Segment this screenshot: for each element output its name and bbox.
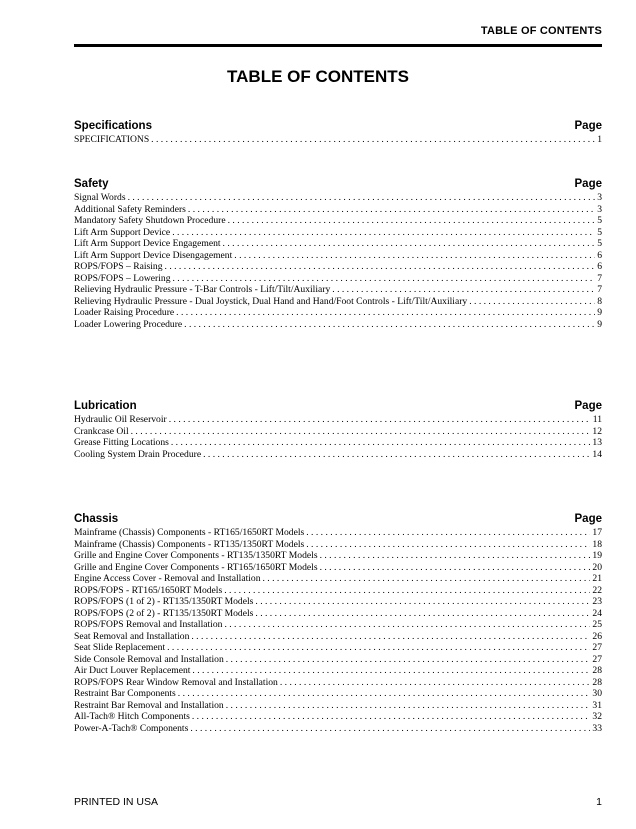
toc-entry-page: 13: [592, 437, 602, 448]
toc-entry-label: Lift Arm Support Device Disengagement: [74, 249, 233, 261]
toc-leader-dots: [131, 426, 591, 438]
toc-entry[interactable]: [74, 654, 602, 666]
toc-leader-dots: [192, 711, 591, 723]
toc-entry[interactable]: [74, 631, 602, 643]
toc-leader-dots: [224, 585, 590, 597]
toc-leader-dots: [469, 296, 595, 308]
section-heading: Safety: [74, 178, 109, 190]
toc-entry-label: All-Tach® Hitch Components: [74, 711, 190, 722]
header-rule: [74, 44, 602, 47]
toc-entry-page: 33: [592, 722, 602, 734]
toc-entry-page: 12: [592, 425, 602, 437]
toc-leader-dots: [188, 204, 595, 216]
toc-entry[interactable]: [74, 550, 602, 562]
toc-entry[interactable]: [74, 688, 602, 700]
document-title: TABLE OF CONTENTS: [227, 67, 409, 86]
page-column-label: Page: [574, 400, 602, 412]
toc-entry-label: Cooling System Drain Procedure: [74, 448, 202, 460]
section-heading-row: [74, 512, 602, 527]
toc-entry[interactable]: [74, 319, 602, 331]
section-heading: Lubrication: [74, 400, 137, 412]
toc-entry-label: ROPS/FOPS (2 of 2) - RT135/1350RT Models: [74, 607, 254, 619]
toc-entry-label: ROPS/FOPS Removal and Installation: [74, 619, 223, 630]
section-heading-row: [74, 399, 602, 414]
toc-entry[interactable]: [74, 573, 602, 585]
toc-entry-page: 3: [597, 203, 602, 215]
toc-entry[interactable]: [74, 562, 602, 574]
toc-entry-label: ROPS/FOPS – Raising: [74, 261, 163, 272]
toc-entry-page: 7: [597, 272, 602, 284]
toc-entry-label: ROPS/FOPS (1 of 2) - RT135/1350RT Models: [74, 596, 254, 607]
toc-entry-page: 28: [592, 665, 602, 676]
toc-entry[interactable]: [74, 238, 602, 250]
toc-leader-dots: [178, 688, 591, 700]
toc-entry-label: Crankcase Oil: [74, 425, 129, 437]
toc-entry-label: Restraint Bar Components: [74, 688, 176, 699]
toc-leader-dots: [203, 449, 590, 461]
toc-entry[interactable]: [74, 665, 602, 677]
toc-entry-label: Grease Fitting Locations: [74, 437, 169, 448]
toc-entry[interactable]: [74, 414, 602, 426]
toc-leader-dots: [255, 596, 590, 608]
toc-entry-label: SPECIFICATIONS: [74, 134, 150, 145]
page-column-label: Page: [574, 178, 602, 190]
toc-entry-label: Engine Access Cover - Removal and Installation: [74, 573, 261, 584]
section-heading: Chassis: [74, 513, 119, 525]
toc-entry-page: 7: [597, 284, 602, 295]
toc-entry-label: Power-A-Tach® Components: [74, 722, 189, 734]
toc-entry[interactable]: [74, 449, 602, 461]
toc-entry[interactable]: [74, 296, 602, 308]
toc-entry-page: 32: [592, 711, 602, 722]
toc-leader-dots: [190, 723, 590, 735]
page-column-label: Page: [574, 120, 602, 132]
toc-leader-dots: [223, 238, 596, 250]
toc-entry-label: Grille and Engine Cover Components - RT165/1650RT Models: [74, 561, 318, 573]
toc-entry[interactable]: [74, 596, 602, 608]
toc-entry-label: Air Duct Louver Replacement: [74, 665, 191, 676]
toc-entry-page: 26: [592, 630, 602, 642]
toc-entry-page: 20: [592, 561, 602, 573]
toc-entry-label: Restraint Bar Removal and Installation: [74, 699, 224, 711]
toc-leader-dots: [151, 134, 595, 146]
toc-entry-page: 5: [597, 226, 602, 238]
toc-entry-page: 27: [592, 653, 602, 665]
section-specifications: [74, 119, 602, 146]
toc-entry[interactable]: [74, 723, 602, 735]
toc-entry-page: 31: [592, 699, 602, 711]
toc-entry-page: 30: [592, 688, 602, 699]
toc-entry-page: 8: [597, 295, 602, 307]
toc-entry[interactable]: [74, 261, 602, 273]
section-lubrication: [74, 399, 602, 460]
toc-entry-label: Mainframe (Chassis) Components - RT165/1650RT Models: [74, 527, 305, 538]
section-heading-row: [74, 177, 602, 192]
toc-entry-label: Lift Arm Support Device Engagement: [74, 238, 221, 249]
toc-entry[interactable]: [74, 307, 602, 319]
toc-entry[interactable]: [74, 527, 602, 539]
toc-entry[interactable]: [74, 250, 602, 262]
toc-entry[interactable]: [74, 215, 602, 227]
toc-leader-dots: [234, 250, 595, 262]
toc-leader-dots: [226, 700, 591, 712]
toc-leader-dots: [169, 414, 591, 426]
toc-entry[interactable]: [74, 227, 602, 239]
footer-printed-in: PRINTED IN USA: [74, 796, 159, 808]
toc-entry-label: Lift Arm Support Device: [74, 226, 171, 238]
toc-entry[interactable]: [74, 284, 602, 296]
toc-leader-dots: [306, 539, 590, 551]
toc-entry-page: 25: [592, 619, 602, 630]
toc-leader-dots: [191, 631, 590, 643]
toc-entry[interactable]: [74, 619, 602, 631]
toc-entry[interactable]: [74, 700, 602, 712]
toc-entry[interactable]: [74, 426, 602, 438]
toc-entry-label: Additional Safety Reminders: [74, 203, 186, 215]
toc-entry-page: 3: [597, 192, 602, 203]
toc-entry[interactable]: [74, 642, 602, 654]
toc-entry-label: Seat Removal and Installation: [74, 630, 190, 642]
toc-leader-dots: [128, 192, 596, 204]
toc-leader-dots: [280, 677, 591, 689]
toc-entry[interactable]: [74, 539, 602, 551]
toc-entry-page: 22: [592, 584, 602, 596]
toc-entry[interactable]: [74, 134, 602, 146]
toc-leader-dots: [224, 619, 590, 631]
toc-leader-dots: [184, 319, 595, 331]
toc-leader-dots: [172, 227, 595, 239]
toc-entry-page: 5: [597, 215, 602, 226]
toc-entry-page: 9: [597, 318, 602, 330]
section-safety: [74, 177, 602, 330]
toc-entry[interactable]: [74, 192, 602, 204]
toc-entry-label: Relieving Hydraulic Pressure - Dual Joystick, Dual Hand and Hand/Foot Controls - Lift/Tilt/Auxiliary: [74, 295, 468, 307]
toc-entry-page: 28: [592, 676, 602, 688]
toc-leader-dots: [192, 665, 590, 677]
toc-entry[interactable]: [74, 585, 602, 597]
toc-entry-page: 19: [592, 550, 602, 561]
toc-entry[interactable]: [74, 204, 602, 216]
toc-entry-label: ROPS/FOPS Rear Window Removal and Installation: [74, 676, 278, 688]
toc-entry[interactable]: [74, 608, 602, 620]
toc-entry-page: 6: [597, 261, 602, 272]
toc-entry-label: Loader Lowering Procedure: [74, 318, 183, 330]
toc-entry-page: 9: [597, 307, 602, 318]
toc-leader-dots: [332, 284, 595, 296]
toc-entry[interactable]: [74, 273, 602, 285]
toc-leader-dots: [255, 608, 590, 620]
toc-entry-page: 11: [592, 414, 602, 425]
section-heading: Specifications: [74, 120, 152, 132]
toc-entry-label: Hydraulic Oil Reservoir: [74, 414, 167, 425]
toc-leader-dots: [165, 261, 596, 273]
toc-entry-page: 24: [592, 607, 602, 619]
toc-entry-page: 14: [592, 448, 602, 460]
toc-leader-dots: [263, 573, 591, 585]
toc-leader-dots: [173, 273, 596, 285]
toc-entry-page: 23: [592, 596, 602, 607]
toc-entry[interactable]: [74, 677, 602, 689]
toc-entry-label: Mandatory Safety Shutdown Procedure: [74, 215, 226, 226]
toc-leader-dots: [226, 654, 591, 666]
toc-entry-label: Side Console Removal and Installation: [74, 653, 224, 665]
toc-entry[interactable]: [74, 437, 602, 449]
toc-entry-page: 27: [592, 642, 602, 653]
toc-entry-page: 17: [592, 527, 602, 538]
toc-entry-page: 5: [597, 238, 602, 249]
toc-leader-dots: [167, 642, 590, 654]
section-heading-row: [74, 119, 602, 134]
toc-entry-page: 1: [597, 134, 602, 145]
page-column-label: Page: [574, 513, 602, 525]
toc-entry-page: 6: [597, 249, 602, 261]
toc-entry-page: 18: [592, 538, 602, 550]
header-title: TABLE OF CONTENTS: [480, 25, 602, 37]
toc-entry[interactable]: [74, 711, 602, 723]
toc-leader-dots: [171, 437, 591, 449]
toc-leader-dots: [320, 562, 591, 574]
toc-entry-label: Loader Raising Procedure: [74, 307, 175, 318]
toc-entry-label: Grille and Engine Cover Components - RT135/1350RT Models: [74, 550, 318, 561]
toc-entry-label: ROPS/FOPS - RT165/1650RT Models: [74, 584, 223, 596]
footer-page-number: 1: [596, 796, 602, 808]
toc-leader-dots: [228, 215, 596, 227]
toc-entry-label: Signal Words: [74, 192, 126, 203]
toc-leader-dots: [176, 307, 595, 319]
toc-entry-label: ROPS/FOPS – Lowering: [74, 272, 171, 284]
toc-entry-label: Seat Slide Replacement: [74, 642, 166, 653]
toc-leader-dots: [320, 550, 591, 562]
toc-entry-label: Relieving Hydraulic Pressure - T-Bar Controls - Lift/Tilt/Auxiliary: [74, 284, 331, 295]
toc-leader-dots: [306, 527, 590, 539]
toc-entry-page: 21: [592, 573, 602, 584]
toc-entry-label: Mainframe (Chassis) Components - RT135/1350RT Models: [74, 538, 305, 550]
section-chassis: [74, 512, 602, 734]
